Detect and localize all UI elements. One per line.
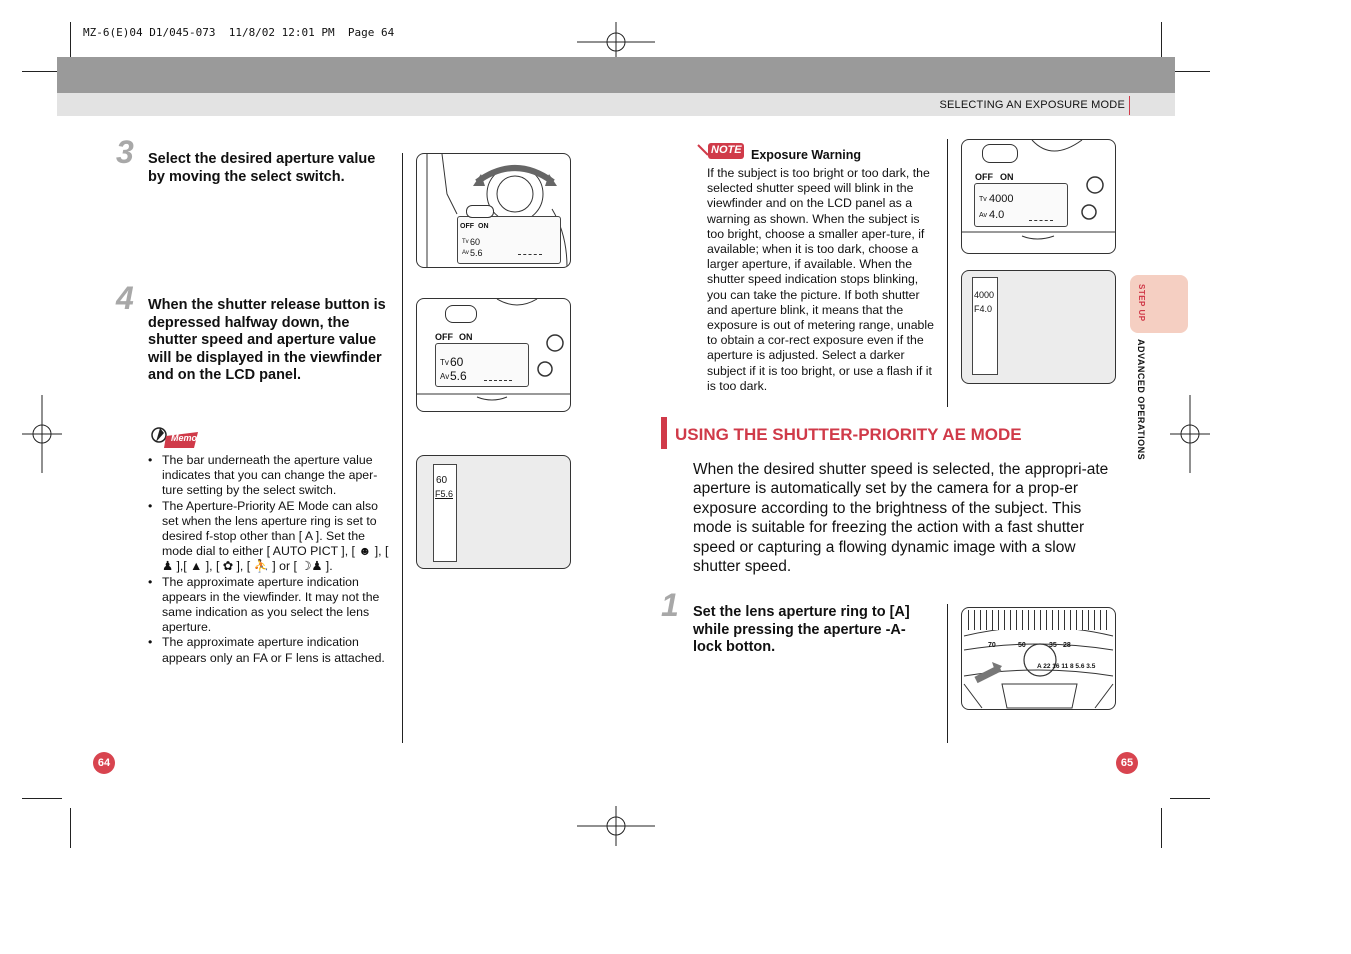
step-text: Set the lens aperture ring to [A] while pressing the aperture -A-lock botton. (693, 604, 910, 656)
header-accent-rule (1129, 96, 1130, 115)
step-number: 1 (661, 587, 679, 623)
lcd-av-value: 5.6 (470, 248, 483, 258)
section-accent-bar (661, 417, 667, 449)
side-tab-label: STEP UP (1137, 284, 1146, 322)
lcd-on-label: ON (459, 332, 473, 342)
running-header: SELECTING AN EXPOSURE MODE (939, 99, 1125, 111)
lcd-off-label: OFF (460, 223, 474, 230)
lens-focal-70: 70 (988, 642, 996, 649)
lens-ribs (968, 610, 1109, 630)
note-badge: NOTE (711, 144, 742, 156)
memo-item: • The Aperture-Priority AE Mode can also set when the lens aperture ring is set to desired f-stop other than [ A ]. Set the mode dial to either [ AUTO PICT ], [ ☻ ], [ ♟ ],[ ▲ ], [ ✿ ], [ ⛹ ] or [ ☽♟ ]. (148, 499, 391, 575)
registration-mark-bottom (577, 806, 655, 846)
registration-mark-right (1170, 395, 1210, 473)
registration-mark-top (577, 22, 655, 62)
crop-mark (1161, 808, 1162, 848)
registration-mark-left (22, 395, 62, 473)
lcd-screen (435, 343, 529, 387)
lcd-tv-value-blinking: 4000 (989, 193, 1014, 205)
lcd-on-label: ON (1000, 172, 1014, 182)
lcd-av-label: Av (462, 250, 469, 256)
step-number: 3 (116, 134, 134, 170)
section-body: When the desired shutter speed is selected, the appropri-ate aperture is automatically set by the camera for a prop-er exposure according to the brightness of the subject. This mode is suitable for freezing the action with a fast shutter speed or capturing a flowing dynamic image with a slow shutter speed. (693, 461, 1109, 576)
lcd-av-value: 5.6 (450, 369, 467, 383)
memo-item: • The bar underneath the aperture value indicates that you can change the aper-ture setting by the select switch. (148, 453, 391, 499)
crop-mark (1170, 71, 1210, 72)
lcd-av-label: Av (979, 212, 988, 219)
step-number: 4 (116, 280, 134, 316)
lcd-tv-value: 60 (450, 355, 464, 369)
memo-icon (150, 424, 200, 450)
note-body: If the subject is too bright or too dark, the selected shutter speed will blink in the viewfinder and on the LCD panel as a warning as shown. When the subject is too bright, choose a smaller aper-ture, if available; when it is too dark, choose a larger aperture, if available. When the shutter speed indication stops blinking, you can take the picture. If both shutter and aperture blink, it means that the exposure is out of metering range, unable to obtain a cor-rect exposure even if the aperture is adjusted. Select a darker subject if it is too bright, or use a flash if it is too dark. (707, 166, 934, 393)
side-section-label: ADVANCED OPERATIONS (1136, 339, 1146, 461)
crop-mark (22, 798, 62, 799)
lens-focal-50: 50 (1018, 642, 1026, 649)
figure-lcd-warning (961, 139, 1116, 254)
figure-viewfinder (416, 455, 571, 569)
figure-select-switch (416, 153, 571, 268)
viewfinder-strip (972, 277, 998, 375)
step-text: When the shutter release button is depressed halfway down, the shutter speed and aperture value will be displayed in the viewfinder and on the LCD panel. (148, 297, 386, 384)
crop-mark (1161, 22, 1162, 62)
crop-mark (22, 71, 62, 72)
lcd-av-label: Av (440, 372, 450, 381)
note-title: Exposure Warning (751, 148, 861, 162)
power-switch-icon (982, 144, 1018, 163)
power-switch-icon (445, 305, 477, 323)
print-slug: MZ-6(E)04 D1/045-073 11/8/02 12:01 PM Page 64 (83, 26, 395, 39)
lcd-panel (457, 216, 561, 264)
lcd-tv-label: Tv (979, 196, 987, 203)
header-band (57, 57, 1175, 93)
lcd-frame-counter (518, 246, 542, 255)
column-divider (947, 139, 948, 407)
lcd-av-value: 4.0 (989, 209, 1005, 221)
crop-mark (70, 808, 71, 848)
viewfinder-aperture: F4.0 (974, 304, 993, 314)
lcd-off-label: OFF (975, 172, 993, 182)
lcd-tv-label: Tv (440, 358, 449, 367)
crop-mark (70, 22, 71, 62)
section-title: USING THE SHUTTER-PRIORITY AE MODE (675, 425, 1022, 444)
figure-lens-ring (961, 607, 1116, 710)
lcd-off-label: OFF (435, 332, 453, 342)
lcd-screen (974, 183, 1068, 227)
lcd-tv-label: Tv (462, 239, 469, 245)
lcd-frame-counter (484, 370, 512, 381)
figure-lcd-panel (416, 298, 571, 412)
column-divider (402, 153, 403, 743)
lcd-frame-counter (1029, 210, 1053, 221)
viewfinder-shutter: 60 (436, 475, 448, 486)
page-number: 64 (93, 752, 115, 774)
column-divider (947, 604, 948, 743)
step-text: Select the desired aperture value by moving the select switch. (148, 151, 376, 185)
memo-item: • The approximate aperture indication appears in the viewfinder. It may not the same indication as you select the lens aperture. (148, 575, 391, 636)
viewfinder-aperture: F5.6 (435, 489, 454, 499)
memo-list (148, 453, 391, 666)
memo-item: • The approximate aperture indication appears only an FA or F lens is attached. (148, 635, 391, 665)
lens-aperture-scale: A 22 16 11 8 5.6 3.5 (1037, 663, 1096, 670)
note-icon (696, 141, 746, 161)
lcd-on-label: ON (478, 223, 489, 230)
power-switch-icon (466, 205, 494, 218)
figure-viewfinder-warning (961, 270, 1116, 384)
viewfinder-shutter-blinking: 4000 (974, 290, 995, 300)
crop-mark (1170, 798, 1210, 799)
lens-focal-35: 35 (1049, 642, 1057, 649)
lcd-tv-value: 60 (470, 237, 481, 247)
viewfinder-strip (433, 464, 457, 562)
lens-focal-28: 28 (1063, 642, 1071, 649)
memo-label: Memo (171, 433, 198, 443)
page-number: 65 (1116, 752, 1138, 774)
